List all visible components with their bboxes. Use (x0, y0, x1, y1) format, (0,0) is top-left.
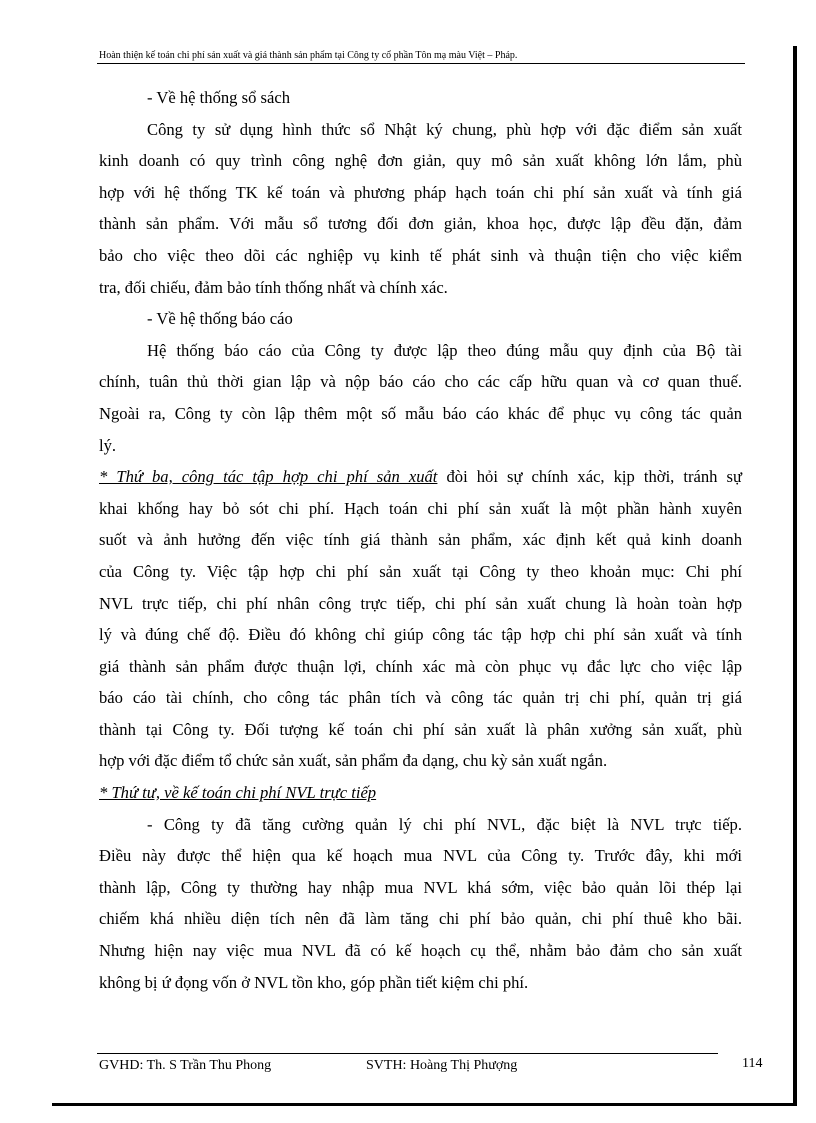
body-text (99, 82, 742, 998)
paragraph-line: báo cáo tài chính, cho công tác phân tích và công tác quản trị chi phí, quản trị giá (99, 688, 742, 708)
paragraph-line: giá thành sản phẩm được thuận lợi, chính xác mà còn phục vụ đắc lực cho việc lập (99, 656, 742, 676)
page-border-right (793, 46, 797, 1106)
paragraph-line: hợp với hệ thống TK kế toán và phương pháp hạch toán chi phí sản xuất và tính giá (99, 182, 742, 202)
third-point-text: đòi hỏi sự chính xác, kịp thời, tránh sự (437, 467, 742, 487)
paragraph-line: tra, đối chiếu, đảm bảo tính thống nhất và chính xác. (99, 277, 448, 297)
third-point-heading: * Thứ ba, công tác tập hợp chi phí sản xuất (99, 467, 438, 487)
paragraph-line: thành lập, Công ty thường hay nhập mua NVL khá sớm, việc bảo quản lõi thép lại (99, 877, 742, 897)
paragraph-line: hợp với đặc điểm tổ chức sản xuất, sản phẩm đa dạng, chu kỳ sản xuất ngắn. (99, 751, 608, 771)
subheading-report-system: - Về hệ thống báo cáo (147, 309, 293, 329)
paragraph-line: Điều này được thể hiện qua kế hoạch mua NVL của Công ty. Trước đây, khi mới (99, 846, 742, 866)
paragraph-line: thành tại Công ty. Đối tượng kế toán chi phí sản xuất là phân xưởng sản xuất, phù (99, 719, 742, 739)
subheading-ledger-system: - Về hệ thống sổ sách (147, 88, 291, 107)
page-number: 114 (742, 1056, 763, 1071)
paragraph-line: chính, tuân thủ thời gian lập và nộp báo cáo cho các cấp hữu quan và cơ quan thuế. (99, 372, 742, 392)
paragraph-line-third-point (99, 461, 742, 493)
paragraph-line: khai khống hay bỏ sót chi phí. Hạch toán chi phí sản xuất là một phần hành xuyên (99, 498, 742, 518)
paragraph-line: chiếm khá nhiều diện tích nên đã làm tăng chi phí bảo quản, chi phí thuê kho bãi. (99, 909, 742, 929)
paragraph-line: thành sản phẩm. Với mẫu sổ tương đối đơn giản, khoa học, được lập đều đặn, đảm (99, 214, 742, 234)
header-rule (97, 63, 745, 64)
paragraph-line: suốt và ảnh hưởng đến việc tính giá thành sản phẩm, xác định kết quả kinh doanh (99, 530, 742, 550)
footer-rule (97, 1053, 718, 1054)
footer-advisor: GVHD: Th. S Trần Thu Phong (99, 1058, 272, 1073)
paragraph-line: không bị ứ đọng vốn ở NVL tồn kho, góp phần tiết kiệm chi phí. (99, 972, 529, 992)
running-header: Hoàn thiện kế toán chi phí sản xuất và giá thành sản phẩm tại Công ty cổ phần Tôn mạ màu Việt – Pháp. (99, 50, 518, 61)
paragraph-line: Ngoài ra, Công ty còn lập thêm một số mẫu báo cáo khác để phục vụ công tác quản (99, 403, 742, 423)
paragraph-line: - Công ty đã tăng cường quản lý chi phí NVL, đặc biệt là NVL trực tiếp. (147, 814, 742, 834)
fourth-point-heading: * Thứ tư, về kế toán chi phí NVL trực tiếp (99, 783, 377, 803)
page-border-bottom (52, 1103, 797, 1106)
footer-student: SVTH: Hoàng Thị Phượng (366, 1058, 518, 1073)
paragraph-line: Công ty sử dụng hình thức sổ Nhật ký chung, phù hợp với đặc điểm sản xuất (147, 119, 742, 139)
paragraph-line: NVL trực tiếp, chi phí nhân công trực tiếp, chi phí sản xuất chung là hoàn toàn hợp (99, 593, 742, 613)
paragraph-line: lý và đúng chế độ. Điều đó không chỉ giúp công tác tập hợp chi phí sản xuất và tính (99, 625, 742, 645)
paragraph-line: lý. (99, 435, 117, 455)
paragraph-line: Hệ thống báo cáo của Công ty được lập theo đúng mẫu quy định của Bộ tài (147, 340, 742, 360)
paragraph-line: của Công ty. Việc tập hợp chi phí sản xuất tại Công ty theo khoản mục: Chi phí (99, 561, 742, 581)
paragraph-line-fourth-point (99, 777, 742, 809)
paragraph-line: bảo cho việc theo dõi các nghiệp vụ kinh tế phát sinh và thuận tiện cho việc kiểm (99, 245, 742, 265)
paragraph-line: Nhưng hiện nay việc mua NVL đã có kế hoạch cụ thể, nhằm bảo đảm cho sản xuất (99, 941, 742, 961)
paragraph-line: kinh doanh có quy trình công nghệ đơn giản, quy mô sản xuất không lớn lắm, phù (99, 151, 742, 171)
